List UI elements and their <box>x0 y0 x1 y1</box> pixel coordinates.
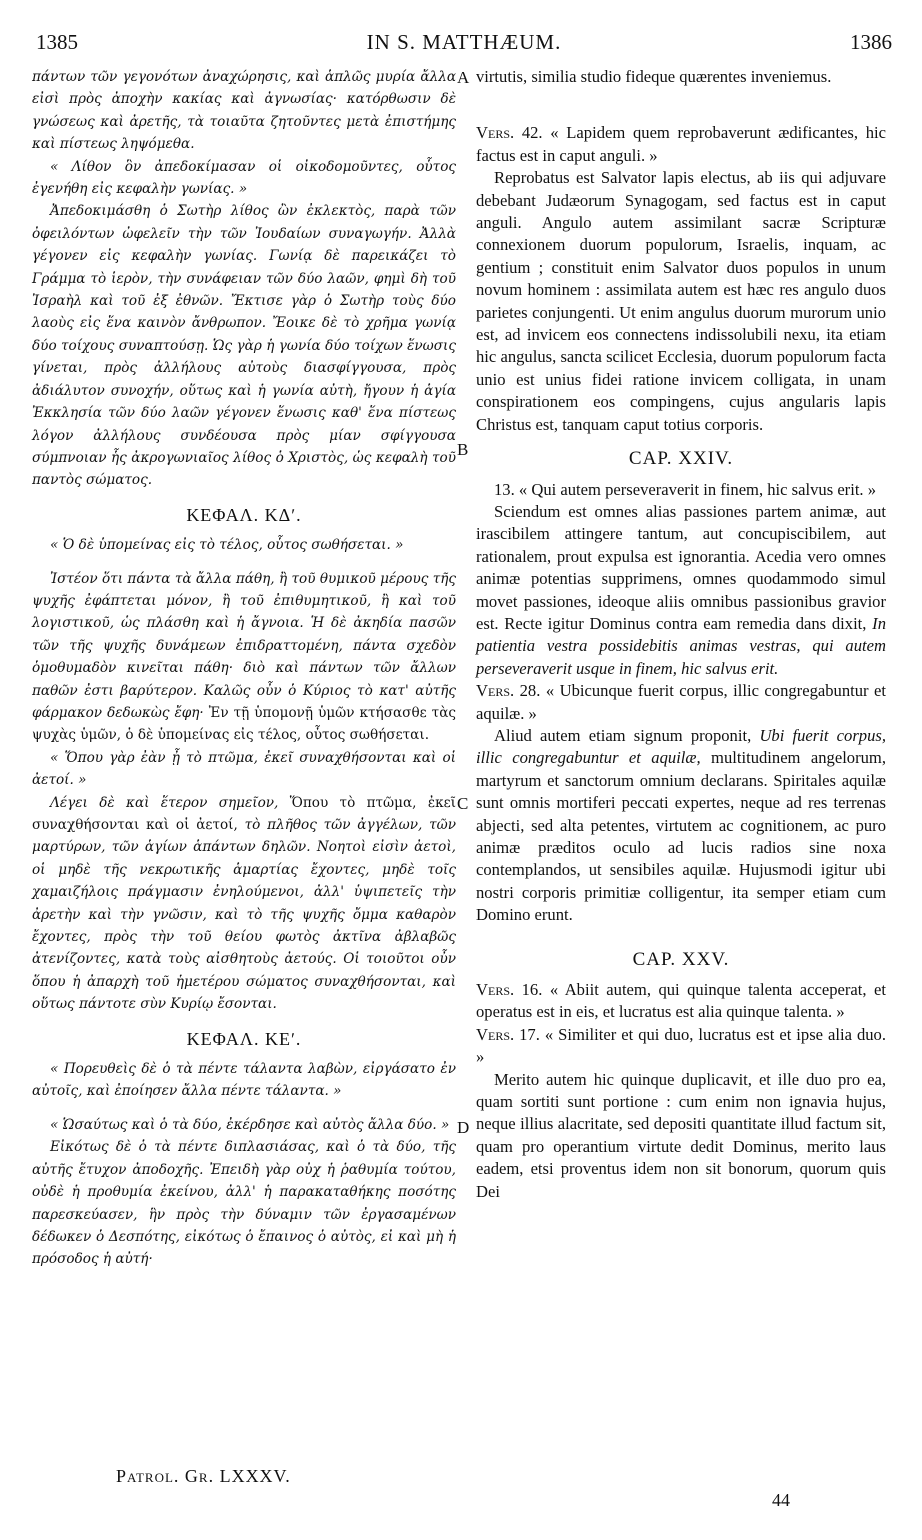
latin-paragraph: Reprobatus est Salvator lapis electus, ab iis qui adjuvare debebant Judæorum Synagogam, sed factus est in caput anguli. Angulo autem assimilant sacræ Scripturæ connexionem duorum populorum, Israelis, inquam, ac gentium ; constituit enim Salvator duos populos in unum novum hominem : assimilata autem est hæc res angulo duos parietes conjungenti. Ut enim angulus duorum murorum unio est, ad invicem eos connectens indissolubili nexu, ita etiam hic angulus, sancta scilicet Ecclesia, duorum populorum facta unio est unius fidei ratione invicem colligata, in unam conspirationem eos compingens, cujus angularis lapis Christus est, tanquam caput totius corporis. <box>476 168 886 434</box>
greek-paragraph <box>32 792 456 1016</box>
verse-label: Vers. 16. <box>476 980 543 1000</box>
signature-mark: 44 <box>772 1490 790 1510</box>
running-title: IN S. MATTHÆUM. <box>366 30 562 54</box>
greek-quotation: « Ὅπου γὰρ ἐὰν ᾖ τὸ πτῶμα, ἐκεῖ συναχθήσονται καὶ οἱ ἀετοί. » <box>32 749 456 789</box>
greek-quotation: « Ὁ δὲ ὑπομείνας εἰς τὸ τέλος, οὗτος σωθήσεται. » <box>50 537 404 554</box>
latin-scripture-citation: Ubi fuerit corpus, illic congregabuntur et aquilæ, <box>476 725 886 768</box>
greek-column <box>32 66 456 1271</box>
latin-paragraph: virtutis, similia studio fideque quærentes inveniemus. <box>476 67 832 86</box>
latin-scripture-citation: In patientia vestra possidebitis animas vestras, qui autem perseveraverit usque in finem, hic salvus erit. <box>476 613 886 678</box>
greek-quotation: « Ὡσαύτως καὶ ὁ τὰ δύο, ἐκέρδησε καὶ αὐτὸς ἄλλα δύο. » <box>50 1116 450 1133</box>
latin-paragraph: Merito autem hic quinque duplicavit, et ille duo pro ea, quam sortiti sunt portione : cum enim non ignavia hujus, neque illius alacritate, sed depositi quantitate illud factum sit, quam pro operantium virtute dedit Dominus, merito laus eadem, etsi proventus idem non sit bonorum, quorum quis Dei <box>476 1069 886 1201</box>
verse-label: Vers. 17. <box>476 1024 540 1044</box>
latin-chapter-heading: CAP. XXIV. <box>628 448 734 470</box>
verse-label: Vers. 42. <box>476 123 543 143</box>
greek-scripture-citation: Ἐν τῇ ὑπομονῇ ὑμῶν κτήσασθε τὰς ψυχὰς ὑμῶν, ὁ δὲ ὑπομείνας εἰς τέλος, οὗτος σωθήσεται. <box>32 704 456 744</box>
latin-verse <box>476 1024 886 1069</box>
margin-letter-a: A <box>457 68 470 87</box>
latin-text: Aliud autem etiam signum proponit, <box>494 725 752 745</box>
series-footer: Patrol. Gr. LXXXV. <box>116 1466 291 1486</box>
verse-label: Vers. 28. <box>476 681 541 701</box>
latin-paragraph <box>476 725 886 927</box>
greek-paragraph: Εἰκότως δὲ ὁ τὰ πέντε διπλασιάσας, καὶ ὁ τὰ δύο, τῆς αὐτῆς ἔτυχον ἀποδοχῆς. Ἐπειδὴ γὰρ οὐχ ἡ ῥαθυμία τούτου, οὐδὲ ἡ προθυμία ἐκείνου, ἀλλ' ἡ παρακαταθήκης ποσότης παρεσκεύασεν, ἣν πρὸς τὴν δύναμιν τῶν ἐργασαμένων δέδωκεν ὁ Δεσπότης, εἰκότως ὁ ἔπαινος ὁ αὐτὸς, εἰ καὶ μὴ ἡ πρόσοδος ἡ αὐτή· <box>32 1139 456 1268</box>
verse-text: « Lapidem quem reprobaverunt ædificantes, hic factus est in caput anguli. » <box>476 123 886 165</box>
verse-label: 13. <box>494 479 515 499</box>
latin-verse <box>476 479 886 501</box>
margin-letter-d: D <box>457 1118 470 1137</box>
running-header <box>36 30 892 60</box>
latin-verse <box>476 979 886 1024</box>
latin-verse <box>476 680 886 725</box>
verse-text: « Qui autem perseveraverit in finem, hic salvus erit. » <box>518 479 877 499</box>
latin-text: Sciendum est omnes alias passiones partem animæ, aut irascibilem attingere tantum, aut concupiscibilem, aut rationalem, prout expulsa est ignorantia. Acedia vero omnes animæ potentias supprimens, omnes quodammodo simul movet passiones, ideoque aliis omnibus passionibus gravior est. Recte igitur Dominus contra eam remedia dans dixit, <box>476 501 886 633</box>
latin-text: multitudinem angelorum, martyrum et sanctorum omnium declarans. Spiritales aquilæ sunt omnis mortiferi peccati expertes, neque ad res terrenas abjecti, sed alta petentes, virtutem ac cognitionem, ac puro animæ præditos oculo ad lucis radios sine noxa contemplandos, ut sensibiles aquilæ. Hujusmodi igitur ubi nostri corporis primitiæ colligentur, ita semper etiam cum Domino erunt. <box>476 748 886 925</box>
verse-text: « Abiit autem, qui quinque talenta acceperat, et operatus est in eis, et lucratus est alia quinque talenta. » <box>476 980 886 1022</box>
verse-text: « Similiter et qui duo, lucratus est et ipse alia duo. » <box>476 1024 887 1067</box>
right-page-number: 1386 <box>850 30 892 54</box>
greek-chapter-heading: ΚΕΦΑΛ. ΚΔʹ. <box>186 504 302 525</box>
margin-letter-b: B <box>457 440 469 459</box>
greek-chapter-heading: ΚΕΦΑΛ. ΚΕʹ. <box>186 1028 302 1049</box>
greek-text: Ἰστέον ὅτι πάντα τὰ ἄλλα πάθη, ἢ τοῦ θυμικοῦ μέρους τῆς ψυχῆς ἐφάπτεται μόνον, ἢ τοῦ ἐπιθυμητικοῦ, ἢ καὶ τοῦ λογιστικοῦ, ὡς πλάσθη καὶ ἡ ἄγνοια. Ἡ δὲ ἀκηδία πασῶν τῶν τῆς ψυχῆς δυνάμεων ἐπιδραττομένη, πάντα σχεδὸν ὁμοθυμαδὸν κινεῖται πάθη· διὸ καὶ πάντων τῶν ἄλλων παθῶν ἐστι βαρύτερον. Καλῶς οὖν ὁ Κύριος τὸ κατ' αὐτῆς φάρμακον δεδωκὼς ἔφη· <box>32 570 456 721</box>
verse-text: « Ubicunque fuerit corpus, illic congregabuntur et aquilæ. » <box>476 681 887 723</box>
latin-column <box>476 66 886 1203</box>
latin-paragraph <box>476 501 886 680</box>
greek-paragraph <box>32 568 456 747</box>
margin-letter-c: C <box>457 794 469 813</box>
greek-quotation: « Λίθον ὃν ἀπεδοκίμασαν οἱ οἰκοδομοῦντες, οὗτος ἐγενήθη εἰς κεφαλὴν γωνίας. » <box>32 158 456 198</box>
greek-scripture-citation: Ὅπου τὸ πτῶμα, ἐκεῖ συναχθήσονται καὶ οἱ ἀετοί, <box>32 794 456 833</box>
greek-paragraph: πάντων τῶν γεγονότων ἀναχώρησις, καὶ ἁπλῶς μυρία ἄλλα εἰσὶ πρὸς ἀποχὴν κακίας καὶ ἀγνωσίας· κατόρθωσιν δὲ γνώσεως καὶ ἀρετῆς, τὰ τοιαῦτα ζητοῦντες μετὰ ἐπιστήμης καὶ πίστεως ληψόμεθα. <box>32 69 456 153</box>
greek-quotation: « Πορευθεὶς δὲ ὁ τὰ πέντε τάλαντα λαβὼν, εἰργάσατο ἐν αὐτοῖς, καὶ ἐποίησεν ἄλλα πέντε τάλαντα. » <box>32 1061 456 1100</box>
latin-verse <box>476 122 886 167</box>
greek-paragraph: Ἀπεδοκιμάσθη ὁ Σωτὴρ λίθος ὢν ἐκλεκτὸς, παρὰ τῶν ὀφειλόντων ὠφελεῖν τὴν τῶν Ἰουδαίων συναγωγήν. Ἀλλὰ γέγονεν εἰς κεφαλὴν γωνίας. Γωνίᾳ δὲ παρεικάζει τὸ Γράμμα τὸ ἱερὸν, τὴν συνάφειαν τῶν δύο λαῶν, φημὶ δὴ τοῦ Ἰσραὴλ καὶ τοῦ ἐξ ἐθνῶν. Ἔκτισε γὰρ ὁ Σωτὴρ τοὺς δύο λαοὺς εἰς ἕνα καινὸν ἄνθρωπον. Ἔοικε δὲ τὸ χρῆμα γωνίᾳ δύο τοίχους συναπτούσῃ. Ὡς γὰρ ἡ γωνία δύο τοίχων ἕνωσις γίνεται, πρὸς ἀλλήλους αὐτοὺς διασφίγγουσα, πρὸς ἀδιάλυτον συνοχήν, οὕτως καὶ ἡ γωνία αὐτὴ, ἤγουν ἡ ἁγία Ἐκκλησία τῶν δύο λαῶν γέγονεν ἕνωσις καθ' ἕνα πίστεως λόγον ἀλλήλους συνδέουσα πρὸς μίαν σφίγγουσα σύμπνοιαν ἧς ἀκρογωνιαῖος λίθος ὁ Χριστὸς, ὡς κεφαλὴ τοῦ παντὸς σώματος. <box>32 203 456 489</box>
greek-text: Λέγει δὲ καὶ ἕτερον σημεῖον, <box>50 794 279 811</box>
greek-text: τὸ πλῆθος τῶν ἀγγέλων, τῶν μαρτύρων, τῶν ἁγίων ἁπάντων δηλῶν. Νοητοὶ εἰσὶν ἀετοὶ, οἱ μηδὲ τῆς νεκρωτικῆς ἁμαρτίας ἔχοντες, μηδὲ τοῖς χαμαιζήλοις πράγμασιν ἐνηλούμενοι, ἀλλ' ὑψιπετεῖς τὴν ἀρετὴν καὶ τὴν γνῶσιν, καὶ τὸ τῆς ψυχῆς ὄμμα καθαρὸν ἔχοντες, πρὸς τὴν τοῦ θείου φωτὸς ἀκτῖνα ἀβλαβῶς ἀτενίζοντες, κατὰ τοὺς αἰσθητοὺς ἀετούς. Οἱ τοιοῦτοι οὖν ὅπου ἡ ἀπαρχὴ τοῦ ἡμετέρου σώματος συναχθήσονται, καὶ οὕτως πάντοτε σὺν Κυρίῳ ἔσονται. <box>32 817 456 1013</box>
latin-chapter-heading: CAP. XXV. <box>632 948 730 970</box>
left-page-number: 1385 <box>36 30 78 54</box>
